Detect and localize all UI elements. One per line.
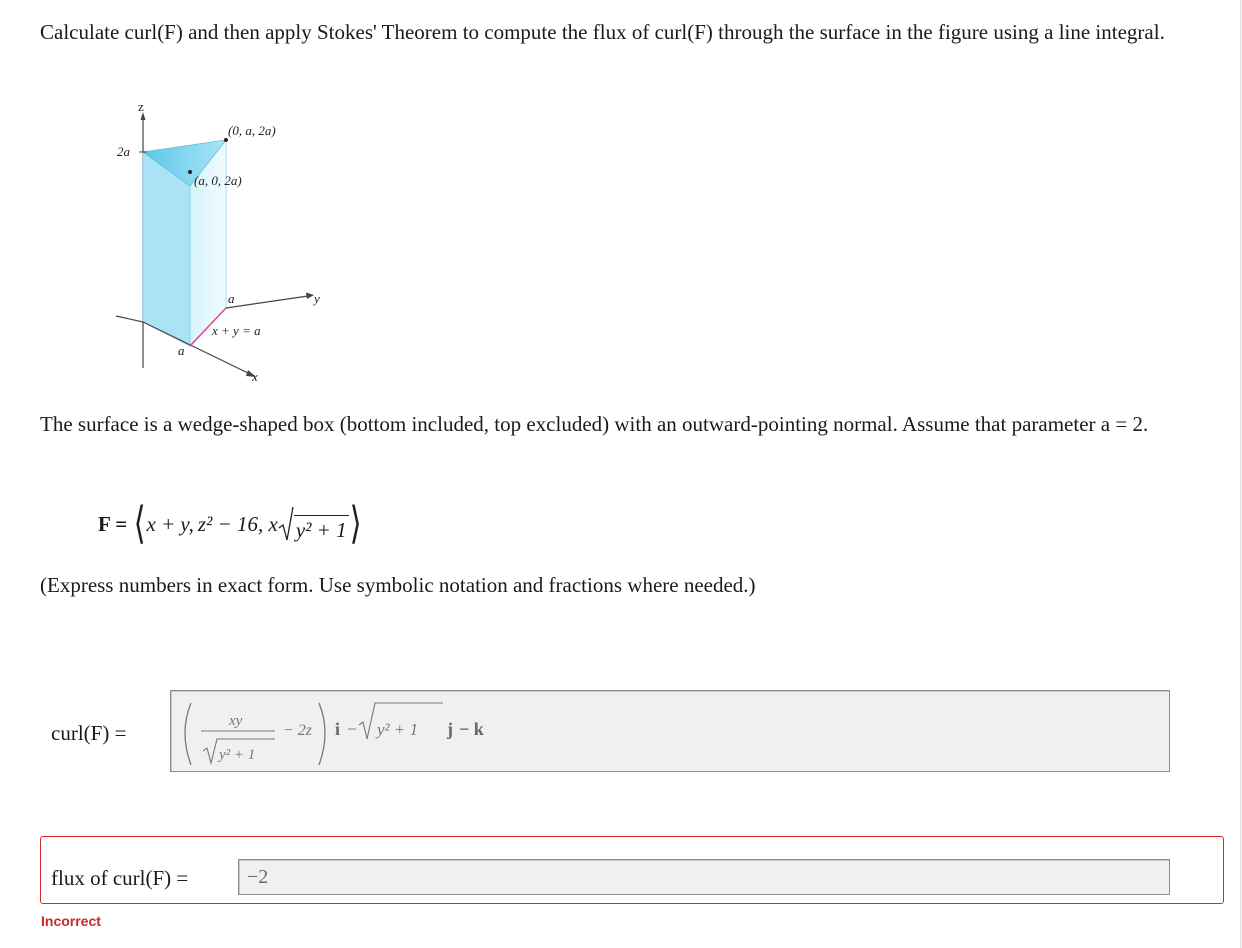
sqrt-symbol	[278, 504, 294, 544]
y-intercept-label: a	[228, 291, 235, 306]
problem-intro: Calculate curl(F) and then apply Stokes' Theorem to compute the flux of curl(F) through the surface in the figure using a line integral.	[40, 20, 1165, 44]
curl-minus-sqrt: −	[347, 719, 358, 739]
z-axis-label: z	[138, 99, 144, 114]
vector-field-formula	[98, 498, 362, 550]
field-radicand: y² + 1	[294, 515, 349, 544]
wedge-figure	[108, 100, 328, 390]
flux-answer-input[interactable]: −2	[238, 859, 1170, 895]
left-angle-bracket: ⟨	[133, 499, 146, 548]
right-angle-bracket: ⟩	[349, 499, 362, 548]
field-label: F =	[98, 511, 128, 536]
curl-answer-box[interactable]	[170, 690, 1170, 772]
height-label: 2a	[117, 144, 130, 159]
instructions: (Express numbers in exact form. Use symbolic notation and fractions where needed.)	[40, 573, 756, 597]
point-top-x-label: (a, 0, 2a)	[194, 173, 242, 188]
curl-j: j	[447, 719, 453, 739]
curl-label-text: curl(F) =	[51, 721, 127, 745]
surface-description: The surface is a wedge-shaped box (bottom included, top excluded) with an outward-pointing normal. Assume that parameter a = 2.	[40, 412, 1149, 436]
field-component-2: z² − 16, x	[197, 511, 278, 536]
field-sqrt	[278, 504, 349, 544]
curl-numerator: xy	[229, 713, 243, 729]
point-top-y-label: (0, a, 2a)	[228, 123, 276, 138]
curl-expression-render	[177, 695, 597, 769]
edge-label: x + y = a	[212, 323, 261, 338]
curl-denominator-radicand: y² + 1	[219, 747, 256, 763]
wedge-diagram	[108, 100, 328, 390]
y-axis-label: y	[314, 291, 320, 306]
status-incorrect: Incorrect	[41, 913, 101, 929]
flux-label: flux of curl(F) =	[51, 866, 189, 890]
field-component-1: x + y,	[146, 511, 194, 536]
x-intercept-label: a	[178, 343, 185, 358]
curl-expression	[177, 695, 597, 769]
curl-sqrt-radicand: y² + 1	[377, 720, 419, 739]
x-axis-label: x	[252, 369, 258, 384]
curl-minus-k: − k	[459, 719, 484, 739]
curl-minus-2z: − 2z	[283, 722, 313, 739]
curl-label	[51, 720, 126, 746]
curl-i: i	[335, 719, 341, 739]
